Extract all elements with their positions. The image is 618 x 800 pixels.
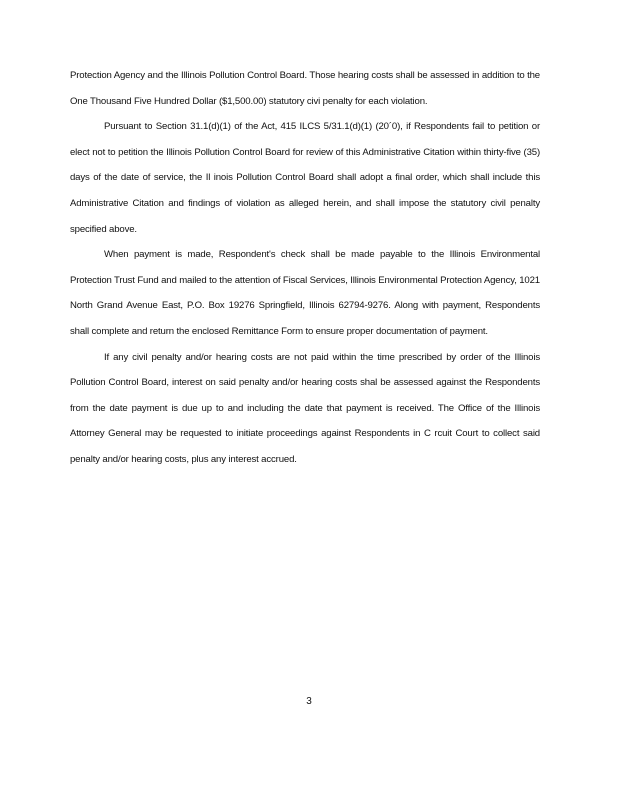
- document-body: [70, 63, 540, 473]
- paragraph-payment: When payment is made, Respondent's check shall be made payable to the Illinois Environmental Protection Trust Fund and mailed to the attention of Fiscal Services, Illinois Environmental Protection Agency, 1021 North Grand Avenue East, P.O. Box 19276 Springfield, Illinois 62794-9276. Along with payment, Respondents shall complete and return the enclosed Remittance Form to ensure proper documentation of payment.: [70, 249, 540, 337]
- paragraph-final-order: Pursuant to Section 31.1(d)(1) of the Act, 415 ILCS 5/31.1(d)(1) (20´0), if Respondents fail to petition or elect not to petition the Illinois Pollution Control Board for review of this Administrative Citation within thirty-five (35) days of the date of service, the Il inois Pollution Control Board shall adopt a final order, which shall include this Administrative Citation and findings of violation as alleged herein, and shall impose the statutory civil penalty specified above.: [70, 121, 540, 235]
- paragraph-continuation: Protection Agency and the Illinois Pollution Control Board. Those hearing costs shall be assessed in addition to the One Thousand Five Hundred Dollar ($1,500.00) statutory civi penalty for each violation.: [70, 70, 540, 107]
- paragraph-interest: If any civil penalty and/or hearing costs are not paid within the time prescribed by order of the Illinois Pollution Control Board, interest on said penalty and/or hearing costs shal be assessed against the Respondents from the date payment is due up to and including the date that payment is received. The Office of the Illinois Attorney General may be requested to initiate proceedings against Respondents in C rcuit Court to collect said penalty and/or hearing costs, plus any interest accrued.: [70, 351, 540, 465]
- page-number: 3: [306, 696, 312, 707]
